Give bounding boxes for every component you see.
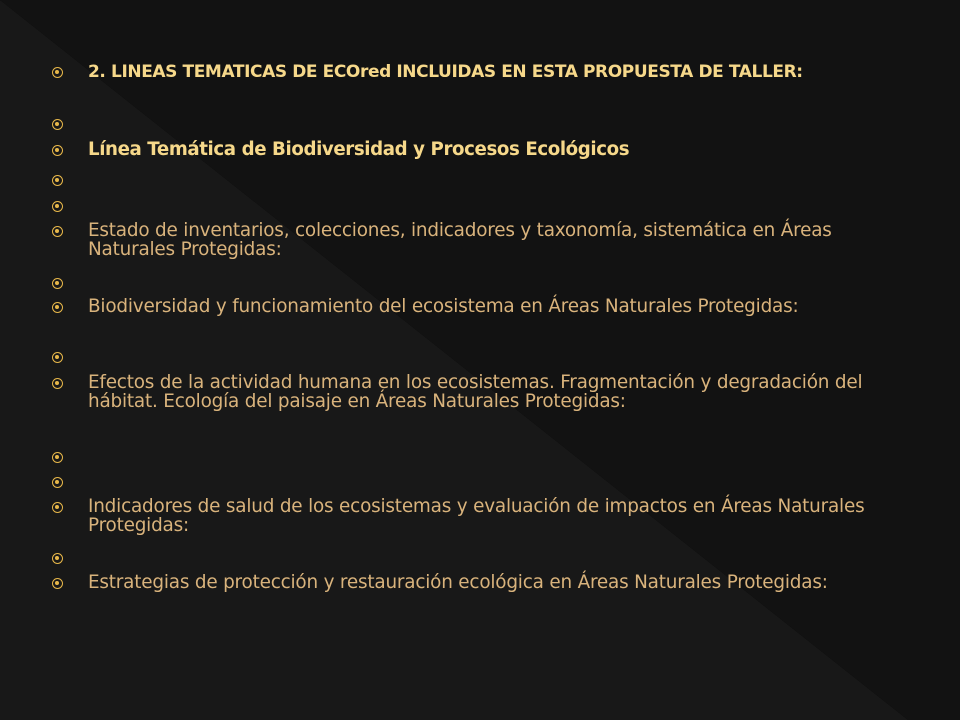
circled-dot-bullet-icon [52,578,63,589]
circled-dot-bullet-icon [52,302,63,313]
circled-dot-bullet-icon [52,278,63,289]
circled-dot-bullet-icon [52,452,63,463]
circled-dot-bullet-icon [52,67,63,78]
circled-dot-bullet-icon [52,175,63,186]
bullet-text: Indicadores de salud de los ecosistemas y evaluación de impactos en Áreas Naturales Protegidas: [88,496,865,536]
circled-dot-bullet-icon [52,119,63,130]
circled-dot-bullet-icon [52,352,63,363]
circled-dot-bullet-icon [52,201,63,212]
circled-dot-bullet-icon [52,477,63,488]
bullet-text: Estado de inventarios, colecciones, indicadores y taxonomía, sistemática en Áreas Naturales Protegidas: [88,220,832,260]
circled-dot-bullet-icon [52,378,63,389]
subsection-heading: Línea Temática de Biodiversidad y Procesos Ecológicos [88,139,630,160]
bullet-text: Biodiversidad y funcionamiento del ecosistema en Áreas Naturales Protegidas: [88,296,799,317]
circled-dot-bullet-icon [52,502,63,513]
section-heading: 2. LINEAS TEMATICAS DE ECOred INCLUIDAS EN ESTA PROPUESTA DE TALLER: [88,62,803,82]
circled-dot-bullet-icon [52,145,63,156]
bullet-text: Efectos de la actividad humana en los ecosistemas. Fragmentación y degradación del hábitat. Ecología del paisaje en Áreas Naturales Protegidas: [88,372,863,412]
circled-dot-bullet-icon [52,226,63,237]
circled-dot-bullet-icon [52,553,63,564]
bullet-text: Estrategias de protección y restauración ecológica en Áreas Naturales Protegidas: [88,572,828,593]
